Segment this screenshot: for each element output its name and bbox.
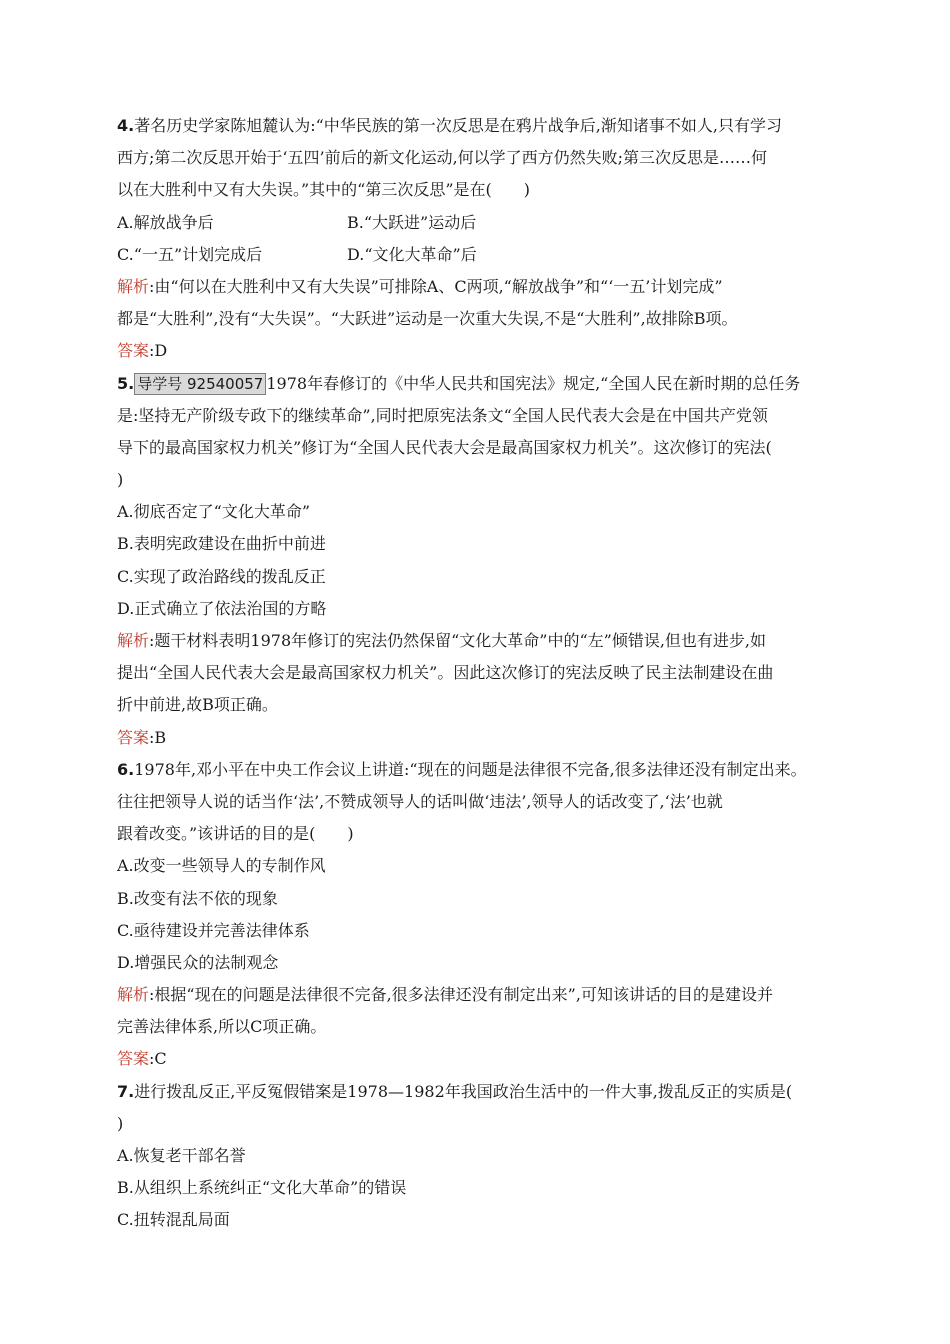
question-6 (117, 754, 837, 1076)
question-4 (117, 110, 837, 368)
option-a: A.恢复老干部名誉 (117, 1146, 246, 1165)
option-c: C.亟待建设并完善法律体系 (117, 920, 310, 940)
question-stem-line (117, 1076, 837, 1108)
question-stem-line: 导下的最高国家权力机关”修订为“全国人民代表大会是最高国家权力机关”。这次修订的宪法( (117, 437, 772, 457)
answer-line (117, 722, 837, 754)
question-stem-line: 往往把领导人说的话当作‘法’,不赞成领导人的话叫做‘违法’,领导人的话改变了,‘法’也就 (117, 791, 723, 811)
option-d: D.“文化大革命”后 (347, 244, 477, 264)
analysis-line: 都是“大胜利”,没有“大失误”。“大跃进”运动是一次重大失误,不是“大胜利”,故排除B项。 (117, 309, 738, 329)
analysis-label: 解析 (117, 276, 150, 296)
answer-value: :D (149, 341, 168, 361)
question-stem-line: 西方;第二次反思开始于‘五四’前后的新文化运动,何以学了西方仍然失败;第三次反思是……何 (117, 148, 768, 168)
analysis-line: 提出“全国人民代表大会是最高国家权力机关”。因此这次修订的宪法反映了民主法制建设在曲 (117, 663, 774, 683)
question-stem-line: 跟着改变。”该讲话的目的是( ) (117, 824, 354, 844)
option-b: B.改变有法不依的现象 (117, 888, 278, 908)
option-b: B.从组织上系统纠正“文化大革命”的错误 (117, 1178, 407, 1198)
analysis-text: :题干材料表明1978年修订的宪法仍然保留“文化大革命”中的“左”倾错误,但也有进步,如 (149, 631, 767, 650)
question-text: 进行拨乱反正,平反冤假错案是1978—1982年我国政治生活中的一件大事,拨乱反正的实质是( (134, 1081, 793, 1101)
question-text: 1978年春修订的《中华人民共和国宪法》规定,“全国人民在新时期的总任务 (266, 373, 801, 393)
question-text: 1978年,邓小平在中央工作会议上讲道:“现在的问题是法律很不完备,很多法律还没有制定出来。 (134, 759, 807, 779)
option-c: C.实现了政治路线的拨乱反正 (117, 566, 326, 586)
option-a: A.解放战争后 (117, 212, 214, 232)
analysis-text: :根据“现在的问题是法律很不完备,很多法律还没有制定出来”,可知该讲话的目的是建设并 (149, 985, 773, 1005)
question-stem-line (117, 754, 837, 786)
document-page (117, 110, 837, 1237)
option-c: C.扭转混乱局面 (117, 1210, 230, 1230)
analysis-line: 完善法律体系,所以C项正确。 (117, 1017, 327, 1037)
answer-line (117, 1043, 837, 1075)
answer-line (117, 335, 837, 367)
option-a: A.彻底否定了“文化大革命” (117, 502, 311, 522)
answer-label: 答案 (117, 1049, 150, 1069)
option-a: A.改变一些领导人的专制作风 (117, 856, 326, 876)
option-d: D.正式确立了依法治国的方略 (117, 598, 327, 618)
analysis-line: 折中前进,故B项正确。 (117, 695, 278, 715)
analysis-label: 解析 (117, 985, 150, 1005)
answer-label: 答案 (117, 727, 150, 747)
option-d: D.增强民众的法制观念 (117, 952, 279, 972)
question-stem-line: 是:坚持无产阶级专政下的继续革命”,同时把原宪法条文“全国人民代表大会是在中国共产党领 (117, 405, 768, 425)
question-stem-line: ) (117, 1113, 124, 1133)
question-number: 5. (117, 373, 135, 393)
question-stem-line: 以在大胜利中又有大失误。”其中的“第三次反思”是在( ) (117, 180, 531, 200)
analysis-line (117, 979, 837, 1011)
question-number: 4. (117, 116, 135, 135)
analysis-text: :由“何以在大胜利中又有大失误”可排除A、C两项,“解放战争”和“‘一五’计划完成” (149, 276, 723, 296)
option-b: B.“大跃进”运动后 (347, 212, 477, 232)
question-stem-line (117, 110, 837, 142)
question-number: 7. (117, 1081, 135, 1101)
question-5 (117, 368, 837, 754)
option-row (117, 207, 837, 239)
question-text: 著名历史学家陈旭麓认为:“中华民族的第一次反思是在鸦片战争后,渐知诸事不如人,只有学习 (134, 116, 782, 135)
analysis-label: 解析 (117, 631, 150, 650)
question-stem-line: ) (117, 470, 124, 490)
analysis-line (117, 625, 837, 657)
option-row (117, 239, 837, 271)
answer-value: :B (149, 727, 167, 747)
question-stem-line (117, 368, 837, 400)
analysis-line (117, 271, 837, 303)
answer-value: :C (149, 1049, 167, 1069)
option-c: C.“一五”计划完成后 (117, 244, 263, 264)
question-number: 6. (117, 759, 135, 779)
answer-label: 答案 (117, 341, 150, 361)
guide-number-link[interactable]: 导学号 92540057 (134, 373, 266, 395)
question-7 (117, 1076, 837, 1237)
option-b: B.表明宪政建设在曲折中前进 (117, 534, 326, 554)
